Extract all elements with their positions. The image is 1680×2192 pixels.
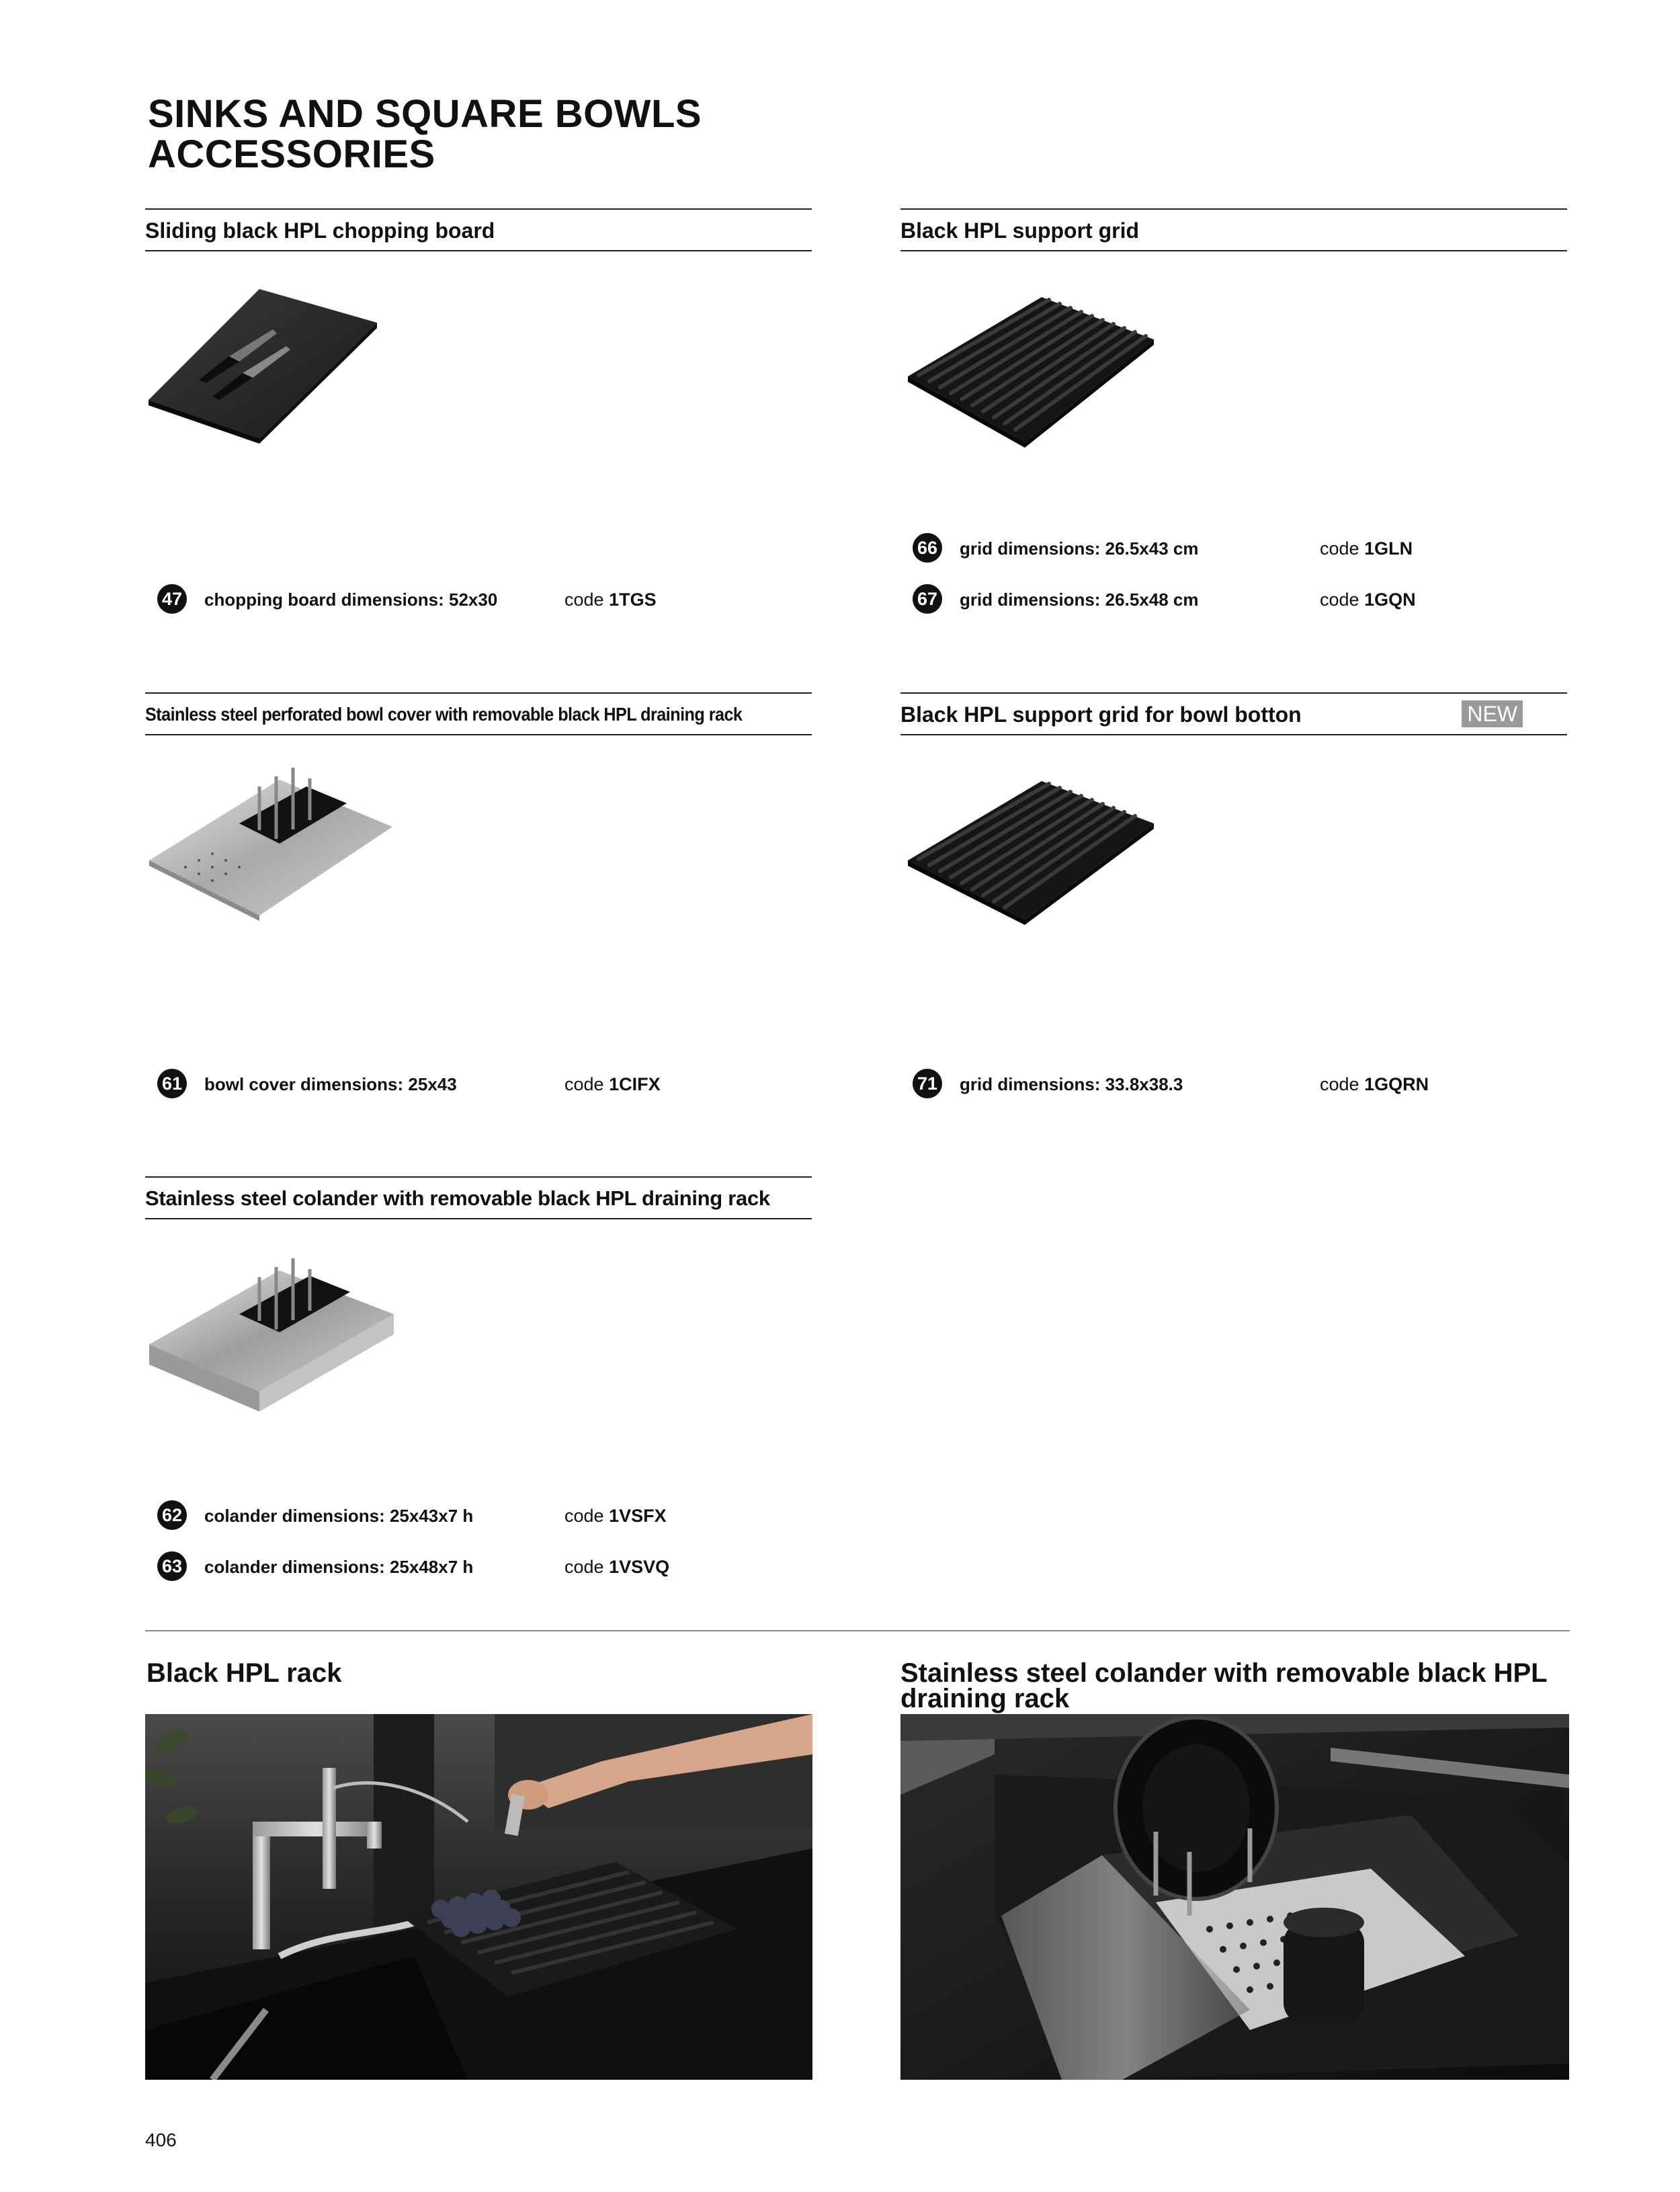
code-prefix: code bbox=[564, 590, 604, 610]
page-number: 406 bbox=[145, 2129, 177, 2150]
code-value: 1GQN bbox=[1364, 590, 1416, 610]
section-title: Stainless steel perforated bowl cover with removable black HPL draining rack bbox=[145, 704, 743, 725]
spec-code bbox=[564, 590, 657, 610]
page-title-line-2: ACCESSORIES bbox=[148, 132, 435, 176]
section-header-bowl-cover bbox=[145, 692, 812, 735]
colander-sink-photo bbox=[900, 1714, 1569, 2080]
spec-row bbox=[913, 1069, 1585, 1098]
photo-title-colander bbox=[900, 1660, 1572, 1711]
new-badge: NEW bbox=[1462, 700, 1523, 727]
colander-image bbox=[145, 1250, 401, 1418]
section-header-support-grid-bowl-bottom bbox=[900, 692, 1567, 735]
spec-description: grid dimensions: 26.5x43 cm bbox=[960, 538, 1199, 559]
section-title: Sliding black HPL chopping board bbox=[145, 218, 495, 243]
section-title: Black HPL support grid for bowl botton bbox=[900, 702, 1302, 727]
photo-title-black-rack: Black HPL rack bbox=[146, 1658, 342, 1688]
spec-code bbox=[1320, 1074, 1429, 1094]
spec-code bbox=[564, 1074, 661, 1094]
code-value: 1CIFX bbox=[609, 1074, 661, 1094]
divider bbox=[145, 1630, 1570, 1631]
spec-description: colander dimensions: 25x48x7 h bbox=[204, 1557, 474, 1577]
item-number-badge: 47 bbox=[157, 584, 187, 614]
section-header-chopping-board bbox=[145, 208, 812, 251]
item-number-badge: 66 bbox=[913, 533, 942, 563]
page-title-line-1: SINKS AND SQUARE BOWLS bbox=[148, 92, 702, 136]
code-value: 1GLN bbox=[1364, 538, 1413, 559]
item-number-badge: 61 bbox=[157, 1069, 187, 1098]
spec-row bbox=[913, 584, 1585, 614]
spec-code bbox=[1320, 538, 1413, 559]
bowl-cover-image bbox=[145, 760, 401, 921]
code-prefix: code bbox=[564, 1506, 604, 1526]
spec-description: chopping board dimensions: 52x30 bbox=[204, 590, 498, 610]
support-grid-image bbox=[904, 289, 1159, 450]
spec-row bbox=[913, 533, 1585, 563]
code-prefix: code bbox=[564, 1557, 604, 1577]
spec-code bbox=[564, 1506, 667, 1526]
spec-description: grid dimensions: 26.5x48 cm bbox=[960, 590, 1199, 610]
item-number-badge: 63 bbox=[157, 1551, 187, 1581]
code-prefix: code bbox=[1320, 1074, 1359, 1094]
code-prefix: code bbox=[1320, 538, 1359, 559]
section-header-support-grid bbox=[900, 208, 1567, 251]
code-value: 1VSVQ bbox=[609, 1557, 670, 1577]
support-grid-bowl-bottom-image bbox=[904, 773, 1159, 934]
code-value: 1VSFX bbox=[609, 1506, 667, 1526]
section-title: Black HPL support grid bbox=[900, 218, 1140, 243]
code-value: 1GQRN bbox=[1364, 1074, 1429, 1094]
spec-code bbox=[564, 1557, 669, 1577]
spec-row bbox=[157, 1500, 829, 1530]
item-number-badge: 71 bbox=[913, 1069, 942, 1098]
section-title: Stainless steel colander with removable black HPL draining rack bbox=[145, 1186, 770, 1210]
code-value: 1TGS bbox=[609, 590, 657, 610]
spec-description: bowl cover dimensions: 25x43 bbox=[204, 1074, 457, 1094]
spec-description: colander dimensions: 25x43x7 h bbox=[204, 1506, 474, 1526]
chopping-board-image bbox=[145, 282, 387, 444]
kitchen-tap-photo bbox=[145, 1714, 812, 2080]
photo-title-line-1: Stainless steel colander with removable black HPL bbox=[900, 1658, 1548, 1688]
item-number-badge: 62 bbox=[157, 1500, 187, 1530]
spec-description: grid dimensions: 33.8x38.3 bbox=[960, 1074, 1183, 1094]
spec-row bbox=[157, 1551, 829, 1581]
spec-row bbox=[157, 584, 829, 614]
photo-title-line-2: draining rack bbox=[900, 1684, 1070, 1713]
section-header-colander bbox=[145, 1176, 812, 1219]
code-prefix: code bbox=[564, 1074, 604, 1094]
code-prefix: code bbox=[1320, 590, 1359, 610]
spec-code bbox=[1320, 590, 1416, 610]
item-number-badge: 67 bbox=[913, 584, 942, 614]
page-title bbox=[148, 94, 954, 175]
spec-row bbox=[157, 1069, 829, 1098]
